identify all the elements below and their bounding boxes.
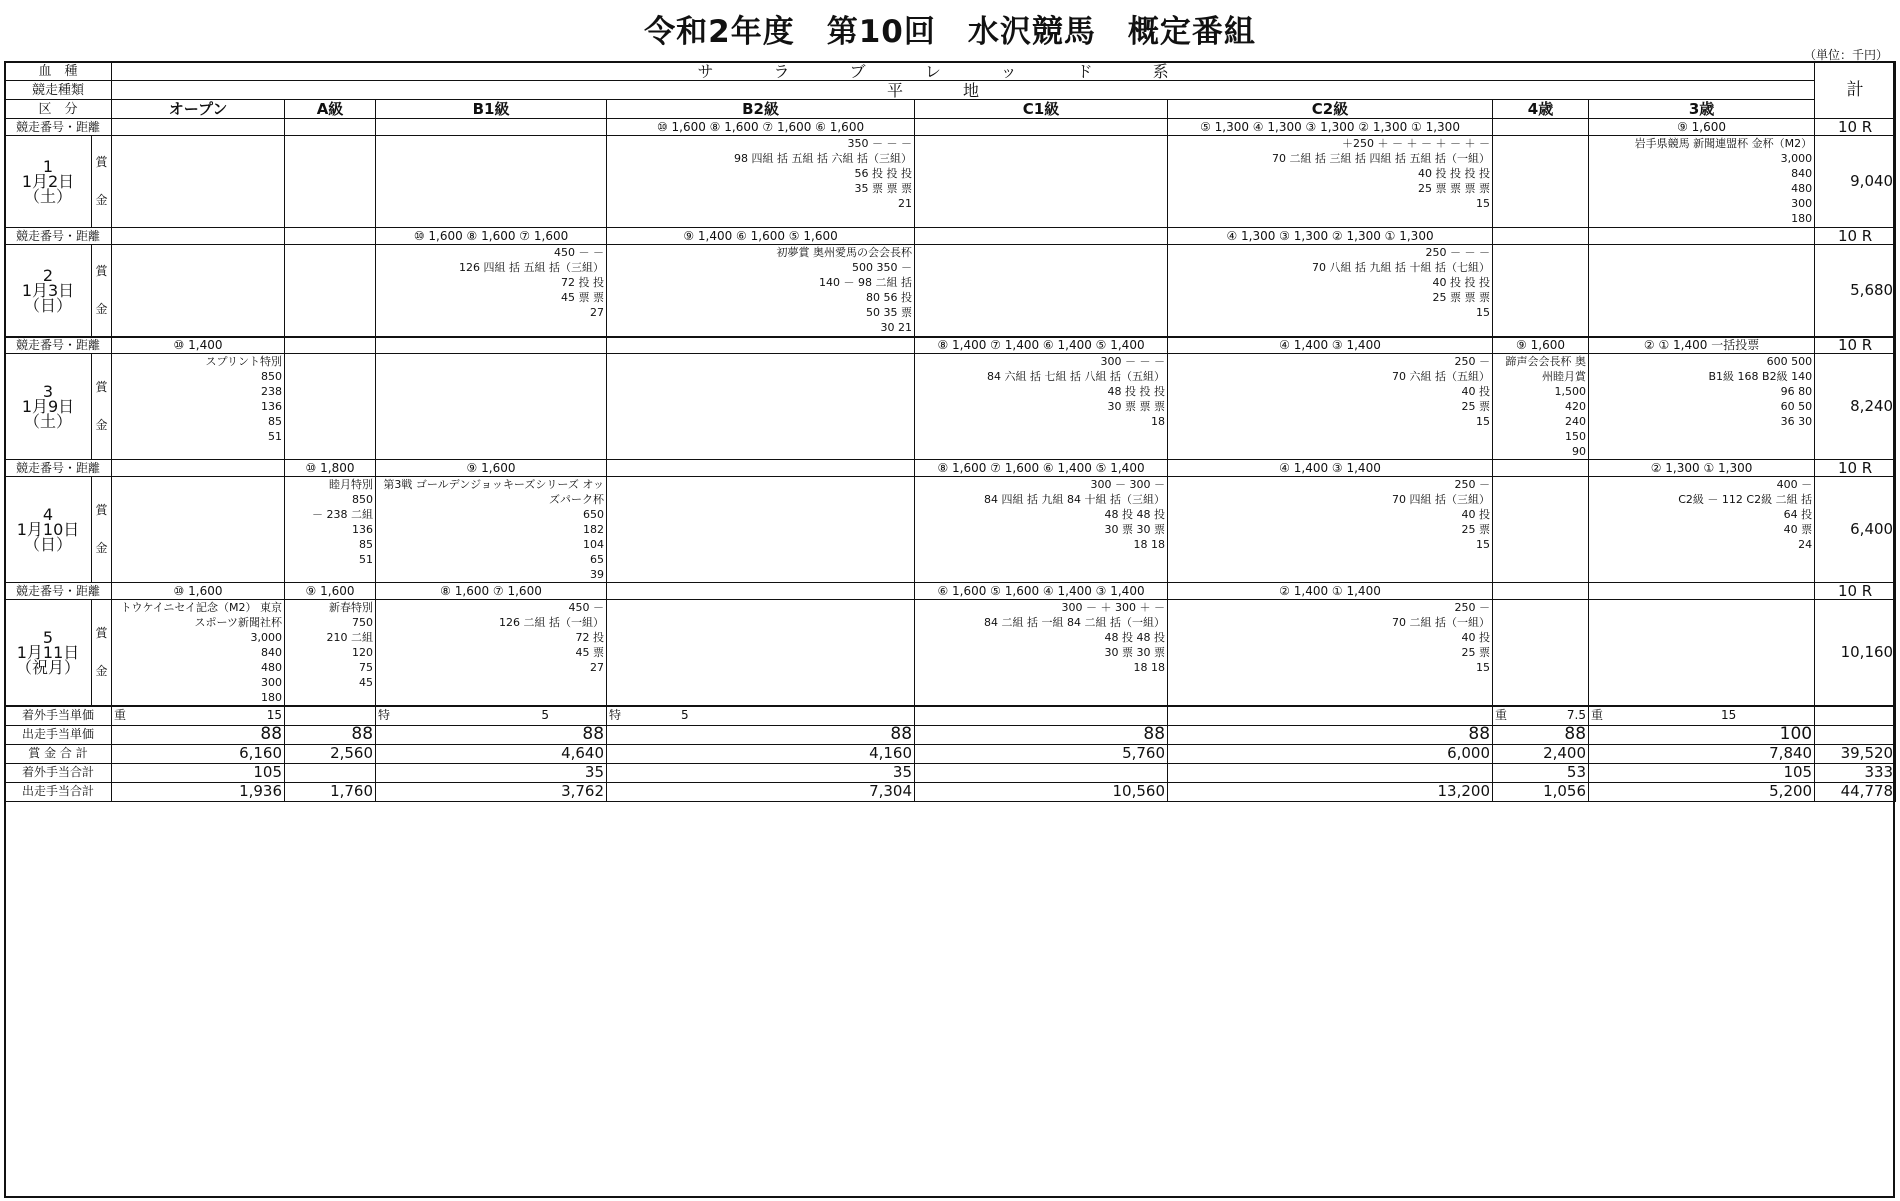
prize-label-top: 賞 (95, 380, 108, 394)
start-unit-c1: 88 (915, 725, 1168, 744)
prize-open: トウケイニセイ記念（M2） 東京スポーツ新聞社杯 3,000 840 480 300 180 (112, 600, 285, 707)
extra-total-row-sum: 333 (1815, 763, 1896, 782)
start-total-row-c2: 13,200 (1168, 782, 1493, 801)
sum-header: 計 (1815, 62, 1896, 119)
division-3yo: 3歳 (1589, 100, 1815, 119)
prize-3yo: 岩手県競馬 新聞連盟杯 金杯（M2） 3,000 840 480 300 180 (1589, 136, 1815, 228)
distance-b1: ⑩ 1,600 ⑧ 1,600 ⑦ 1,600 (376, 228, 607, 245)
start-total-row-sum: 44,778 (1815, 782, 1896, 801)
prize-total-row-c1: 5,760 (915, 744, 1168, 763)
label-race-no-distance: 競走番号・距離 (5, 583, 112, 600)
label-start-unit: 出走手当単価 (5, 725, 112, 744)
distance-c1: ⑧ 1,600 ⑦ 1,600 ⑥ 1,400 ⑤ 1,400 (915, 460, 1168, 477)
prize-open: スプリント特別 850 238 136 85 51 (112, 354, 285, 460)
label-race-no-distance: 競走番号・距離 (5, 119, 112, 136)
start-unit-c2: 88 (1168, 725, 1493, 744)
day-no: 3 (42, 382, 54, 401)
distance-3yo: ⑨ 1,600 (1589, 119, 1815, 136)
prize-c2: ＋250 ＋ － ＋ － ＋ － ＋ － 70 二組 括 三組 括 四組 括 五組 括（一組） 40 投 投 投 投 25 票 票 票 票 15 (1168, 136, 1493, 228)
day-dow: （日） (23, 295, 72, 315)
extra-unit-3yo: 重 15 (1589, 706, 1815, 725)
day-dow: （土） (23, 187, 72, 206)
prize-total-row-b1: 4,640 (376, 744, 607, 763)
prize-total-row-4yo: 2,400 (1493, 744, 1589, 763)
distance-3yo: ② 1,300 ① 1,300 (1589, 460, 1815, 477)
label-race-no-distance: 競走番号・距離 (5, 460, 112, 477)
start-unit-4yo: 88 (1493, 725, 1589, 744)
day-no: 2 (42, 265, 54, 285)
division-c1: C1級 (915, 100, 1168, 119)
day-total: 8,240 (1815, 354, 1896, 460)
day-date: 1月11日 (16, 643, 80, 662)
prize-c2: 250 － 70 四組 括（三組） 40 投 25 票 15 (1168, 477, 1493, 583)
day-no: 4 (42, 505, 54, 524)
prize-total-row-a: 2,560 (285, 744, 376, 763)
prize-label-top: 賞 (95, 626, 108, 640)
prize-3yo: 600 500 B1級 168 B2級 140 96 80 60 50 36 30 (1589, 354, 1815, 460)
distance-b1: ⑨ 1,600 (376, 460, 607, 477)
distance-open: ⑩ 1,400 (112, 337, 285, 354)
prize-label-bottom: 金 (95, 301, 108, 316)
day-no: 1 (42, 157, 54, 176)
start-total-row-b2: 7,304 (607, 782, 915, 801)
page-title: 令和2年度 第10回 水沢競馬 概定番組 (644, 14, 1256, 50)
distance-4yo: ⑨ 1,600 (1493, 337, 1589, 354)
start-total-row-a: 1,760 (285, 782, 376, 801)
race-type-value: 平地 (112, 81, 1815, 100)
prize-label-bottom: 金 (95, 541, 108, 555)
start-unit-a: 88 (285, 725, 376, 744)
label-race-no-distance: 競走番号・距離 (5, 337, 112, 354)
day-total: 6,400 (1815, 477, 1896, 583)
distance-a: ⑩ 1,800 (285, 460, 376, 477)
label-start-total: 出走手当合計 (5, 782, 112, 801)
distance-a: ⑨ 1,600 (285, 583, 376, 600)
extra-unit-b1: 特 5 (376, 706, 607, 725)
prize-3yo: 400 － C2級 － 112 C2級 二組 括 64 投 40 票 24 (1589, 477, 1815, 583)
extra-total-row-4yo: 53 (1493, 763, 1589, 782)
start-total-row-c1: 10,560 (915, 782, 1168, 801)
race-count: 10 R (1815, 337, 1896, 354)
prize-a: 睦月特別 850 － 238 二組 136 85 51 (285, 477, 376, 583)
prize-total-row-sum: 39,520 (1815, 744, 1896, 763)
prize-label-top: 賞 (95, 155, 108, 169)
extra-total-row-b1: 35 (376, 763, 607, 782)
extra-total-row-b2: 35 (607, 763, 915, 782)
distance-c1: ⑥ 1,600 ⑤ 1,600 ④ 1,400 ③ 1,400 (915, 583, 1168, 600)
prize-b2: 350 － － － 98 四組 括 五組 括 六組 括（三組） 56 投 投 投 35 票 票 票 21 (607, 136, 915, 228)
start-total-row-3yo: 5,200 (1589, 782, 1815, 801)
extra-unit-b2: 特 5 (607, 706, 915, 725)
prize-label-top: 賞 (95, 503, 108, 517)
prize-c1: 300 － 300 － 84 四組 括 九組 84 十組 括（三組） 48 投 48 投 30 票 30 票 18 18 (915, 477, 1168, 583)
division-a: A級 (285, 100, 376, 119)
blood-value: サラブレッド系 (112, 62, 1815, 81)
extra-unit-4yo: 重 7.5 (1493, 706, 1589, 725)
prize-b2: 初夢賞 奥州愛馬の会会長杯 500 350 － 140 － 98 二組 括 80 56 投 50 35 票 30 21 (607, 245, 915, 337)
start-unit-b2: 88 (607, 725, 915, 744)
distance-b2: ⑩ 1,600 ⑧ 1,600 ⑦ 1,600 ⑥ 1,600 (607, 119, 915, 136)
prize-b1: 450 － － 126 四組 括 五組 括（三組） 72 投 投 45 票 票 27 (376, 245, 607, 337)
race-count: 10 R (1815, 583, 1896, 600)
day-date: 1月3日 (21, 280, 75, 300)
day-total: 9,040 (1815, 136, 1896, 228)
day-total: 5,680 (1815, 245, 1896, 337)
prize-c2: 250 － － － 70 八組 括 九組 括 十組 括（七組） 40 投 投 投 25 票 票 票 15 (1168, 245, 1493, 337)
distance-c1: ⑧ 1,400 ⑦ 1,400 ⑥ 1,400 ⑤ 1,400 (915, 337, 1168, 354)
day-date: 1月9日 (21, 397, 75, 416)
distance-c2: ⑤ 1,300 ④ 1,300 ③ 1,300 ② 1,300 ① 1,300 (1168, 119, 1493, 136)
prize-4yo: 蹄声会会長杯 奥州睦月賞 1,500 420 240 150 90 (1493, 354, 1589, 460)
distance-c2: ④ 1,400 ③ 1,400 (1168, 460, 1493, 477)
prize-c1: 300 － － － 84 六組 括 七組 括 八組 括（五組） 48 投 投 投 30 票 票 票 18 (915, 354, 1168, 460)
race-count: 10 R (1815, 119, 1896, 136)
prize-label-bottom: 金 (95, 418, 108, 432)
start-unit-open: 88 (112, 725, 285, 744)
label-race-type: 競走種類 (5, 81, 112, 100)
start-unit-3yo: 100 (1589, 725, 1815, 744)
unit-note: （単位：千円） (1803, 48, 1888, 62)
start-total-row-b1: 3,762 (376, 782, 607, 801)
distance-open: ⑩ 1,600 (112, 583, 285, 600)
prize-label-bottom: 金 (95, 193, 108, 207)
prize-total-row-b2: 4,160 (607, 744, 915, 763)
start-total-row-open: 1,936 (112, 782, 285, 801)
prize-c2: 250 － 70 二組 括（一組） 40 投 25 票 15 (1168, 600, 1493, 707)
day-dow: （土） (23, 412, 72, 431)
start-unit-b1: 88 (376, 725, 607, 744)
label-division: 区 分 (5, 100, 112, 119)
prize-c1: 300 － ＋ 300 ＋ － 84 二組 括 一組 84 二組 括（一組） 48 投 48 投 30 票 30 票 18 18 (915, 600, 1168, 707)
division-c2: C2級 (1168, 100, 1493, 119)
prize-a: 新春特別 750 210 二組 120 75 45 (285, 600, 376, 707)
day-date: 1月2日 (21, 172, 75, 191)
day-dow: （祝月） (15, 658, 80, 677)
extra-unit-open: 重 15 (112, 706, 285, 725)
day-date: 1月10日 (16, 520, 80, 539)
page-frame (4, 61, 1895, 1198)
division-b2: B2級 (607, 100, 915, 119)
distance-c2: ④ 1,300 ③ 1,300 ② 1,300 ① 1,300 (1168, 228, 1493, 245)
prize-b1: 450 － 126 二組 括（一組） 72 投 45 票 27 (376, 600, 607, 707)
prize-b1: 第3戦 ゴールデンジョッキーズシリーズ オッズパーク杯 650 182 104 65 39 (376, 477, 607, 583)
label-prize-total: 賞 金 合 計 (5, 744, 112, 763)
distance-b2: ⑨ 1,400 ⑥ 1,600 ⑤ 1,600 (607, 228, 915, 245)
extra-total-row-open: 105 (112, 763, 285, 782)
race-count: 10 R (1815, 460, 1896, 477)
label-race-no-distance: 競走番号・距離 (5, 228, 112, 245)
race-count: 10 R (1815, 228, 1896, 245)
prize-c2: 250 － 70 六組 括（五組） 40 投 25 票 15 (1168, 354, 1493, 460)
distance-c2: ② 1,400 ① 1,400 (1168, 583, 1493, 600)
prize-label-top: 賞 (95, 263, 108, 278)
division-4yo: 4歳 (1493, 100, 1589, 119)
day-total: 10,160 (1815, 600, 1896, 707)
prize-total-row-3yo: 7,840 (1589, 744, 1815, 763)
start-total-row-4yo: 1,056 (1493, 782, 1589, 801)
label-extra-unit: 着外手当単価 (5, 706, 112, 725)
prize-label-bottom: 金 (95, 664, 108, 678)
distance-3yo: ② ① 1,400 一括投票 (1589, 337, 1815, 354)
extra-total-row-3yo: 105 (1589, 763, 1815, 782)
distance-b1: ⑧ 1,600 ⑦ 1,600 (376, 583, 607, 600)
prize-total-row-c2: 6,000 (1168, 744, 1493, 763)
label-blood: 血 種 (5, 62, 112, 81)
label-extra-total: 着外手当合計 (5, 763, 112, 782)
division-b1: B1級 (376, 100, 607, 119)
division-open: オープン (112, 100, 285, 119)
day-dow: （日） (23, 535, 72, 554)
prize-total-row-open: 6,160 (112, 744, 285, 763)
distance-c2: ④ 1,400 ③ 1,400 (1168, 337, 1493, 354)
day-no: 5 (42, 628, 54, 647)
